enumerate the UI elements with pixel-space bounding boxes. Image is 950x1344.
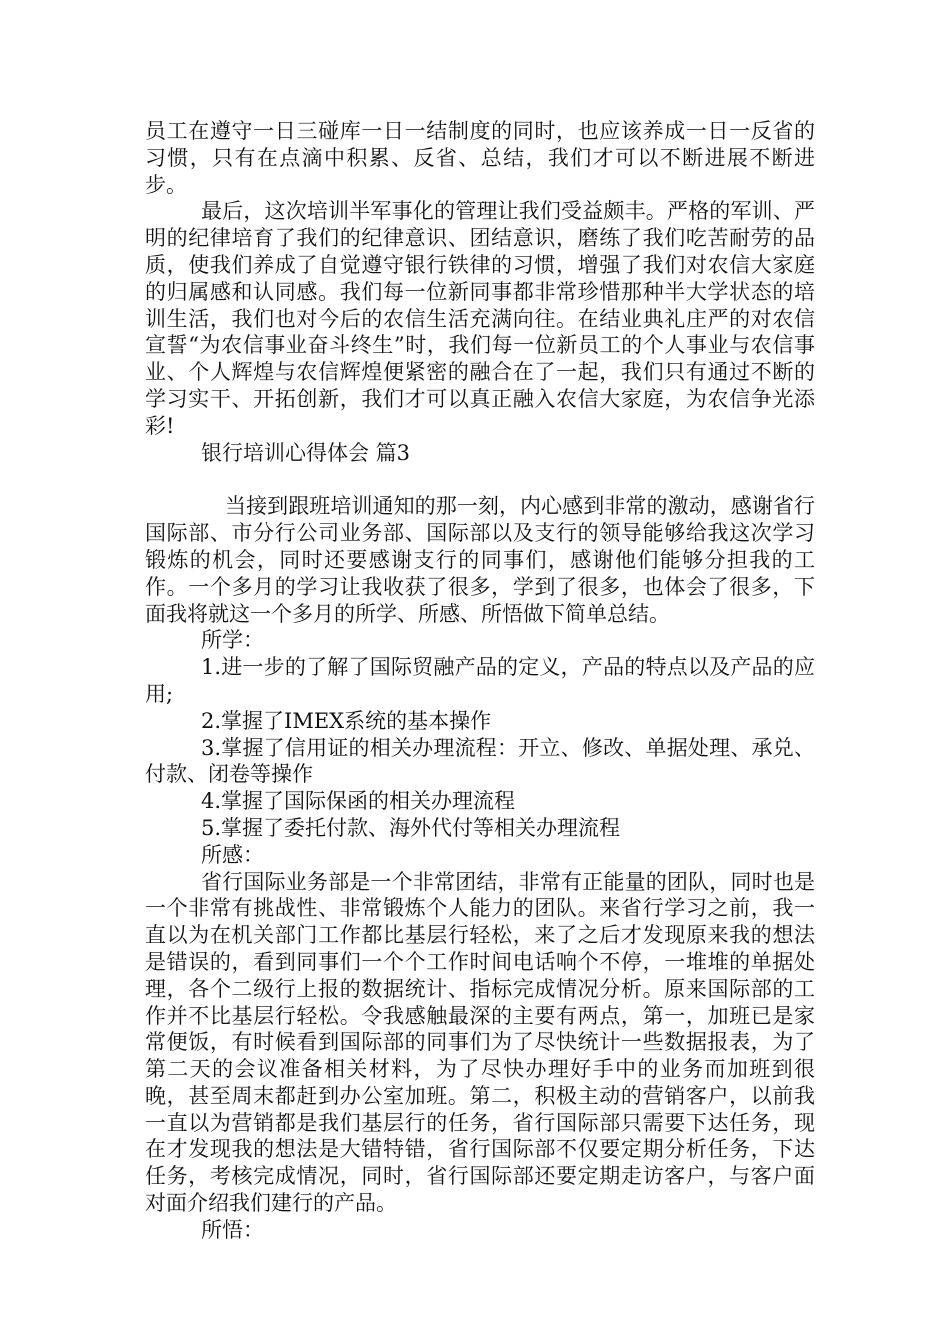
paragraph-intro: 当接到跟班培训通知的那一刻，内心感到非常的激动，感谢省行国际部、市分行公司业务部、国际部以及支行的领导能够给我这次学习锻炼的机会，同时还要感谢支行的同事们，感谢他们能够分担我的工作。一个多月的学习让我收获了很多，学到了很多，也体会了很多，下面我将就这一个多月的所学、所感、所悟做下简单总结。: [145, 494, 815, 626]
label-realized: 所悟：: [201, 1217, 264, 1242]
list-item: 4.掌握了国际保函的相关办理流程: [201, 789, 516, 814]
list-item: 3.掌握了信用证的相关办理流程：开立、修改、单据处理、承兑、付款、闭卷等操作: [145, 735, 815, 787]
paragraph-training-summary: 最后，这次培训半军事化的管理让我们受益颇丰。严格的军训、严明的纪律培育了我们的纪律意识、团结意识，磨练了我们吃苦耐劳的品质，使我们养成了自觉遵守银行铁律的习惯，增强了我们对农信大家庭的归属感和认同感。我们每一位新同事都非常珍惜那种半大学状态的培训生活，我们也对今后的农信生活充满向往。在结业典礼庄严的对农信宣誓“为农信事业奋斗终生”时，我们每一位新员工的个人事业与农信事业、个人辉煌与农信辉煌便紧密的融合在了一起，我们只有通过不断的学习实干、开拓创新，我们才可以真正融入农信大家庭，为农信争光添彩!: [145, 199, 815, 438]
paragraph-felt: 省行国际业务部是一个非常团结，非常有正能量的团队，同时也是一个非常有挑战性、非常锻炼个人能力的团队。来省行学习之前，我一直以为在机关部门工作都比基层行轻松，来了之后才发现原来我的想法是错误的，看到同事们一个个工作时间电话响个不停，一堆堆的单据处理，各个二级行上报的数据统计、指标完成情况分析。原来国际部的工作并不比基层行轻松。令我感触最深的主要有两点，第一，加班已是家常便饭，有时候看到国际部的同事们为了尽快统计一些数据报表，为了第二天的会议准备相关材料，为了尽快办理好手中的业务而加班到很晚，甚至周末都赶到办公室加班。第二，积极主动的营销客户，以前我一直以为营销都是我们基层行的任务，省行国际部只需要下达任务，现在才发现我的想法是大错特错，省行国际部不仅要定期分析任务，下达任务，考核完成情况，同时，省行国际部还要定期走访客户，与客户面对面介绍我们建行的产品。: [145, 869, 815, 1216]
label-learned: 所学：: [201, 628, 264, 653]
section-heading: 银行培训心得体会 篇3: [201, 440, 411, 465]
paragraph-continuation: 员工在遵守一日三碰库一日一结制度的同时，也应该养成一日一反省的习惯，只有在点滴中积累、反省、总结，我们才可以不断进展不断进步。: [145, 119, 815, 197]
list-item: 2.掌握了IMEX系统的基本操作: [201, 708, 492, 733]
list-item: 5.掌握了委托付款、海外代付等相关办理流程: [201, 815, 621, 840]
list-item: 1.进一步的了解了国际贸融产品的定义，产品的特点以及产品的应用;: [145, 655, 815, 706]
document-page: [145, 118, 815, 1244]
label-felt: 所感：: [201, 842, 264, 867]
